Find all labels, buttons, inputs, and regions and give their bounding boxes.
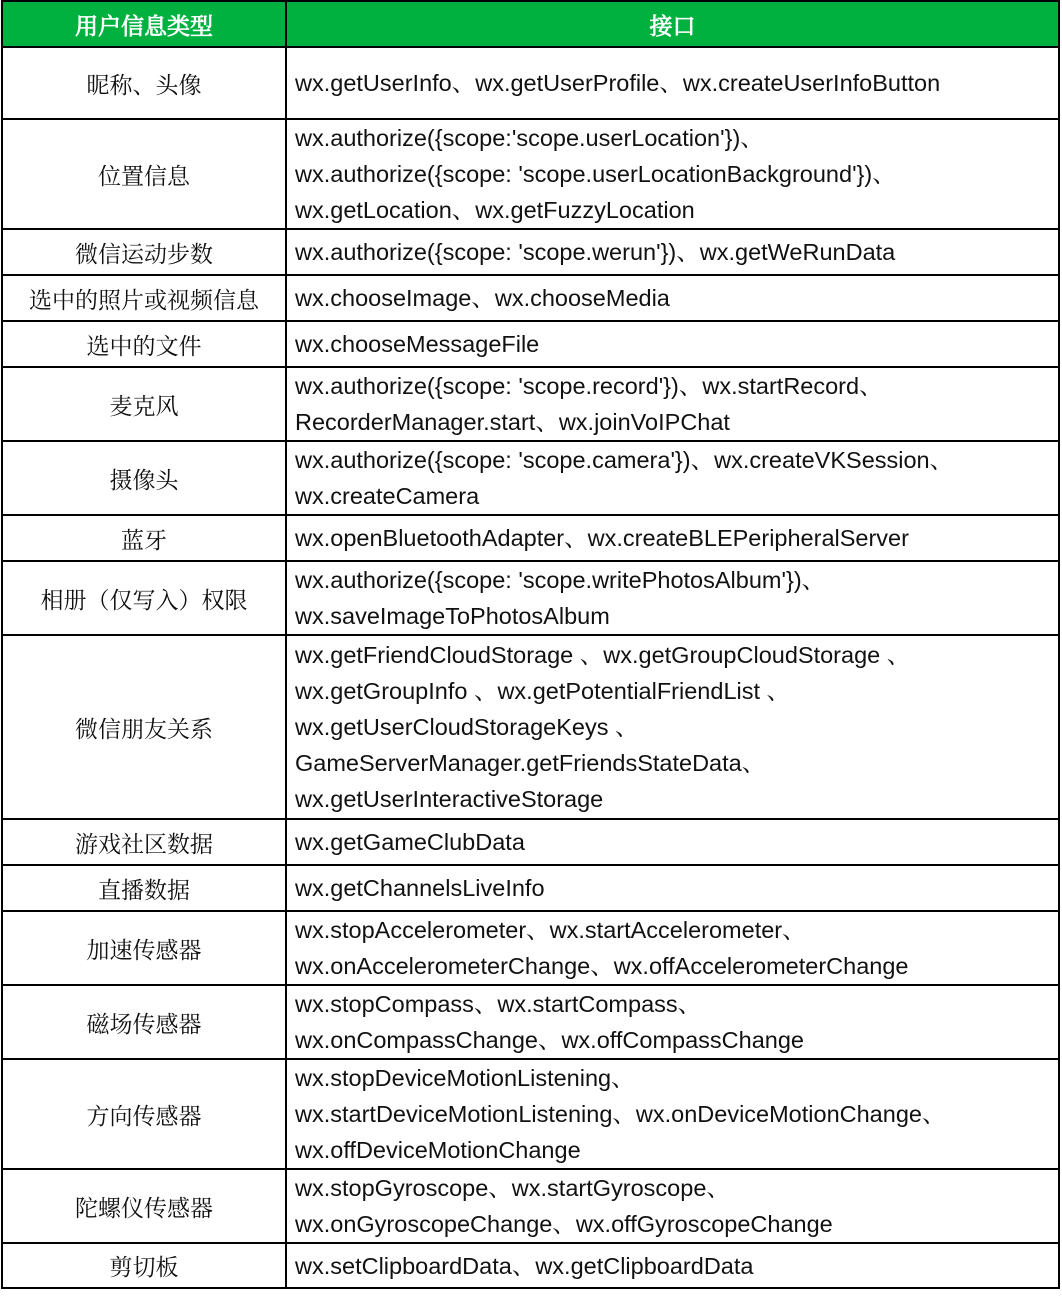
table-row bbox=[2, 515, 1059, 561]
user-info-type: 摄像头 bbox=[2, 441, 286, 515]
user-info-type: 昵称、头像 bbox=[2, 47, 286, 119]
api-list: wx.authorize({scope:'scope.userLocation'})、 wx.authorize({scope: 'scope.userLocationBackground'})、 wx.getLocation、wx.getFuzzyLocation bbox=[286, 119, 1059, 229]
api-list: wx.chooseImage、wx.chooseMedia bbox=[286, 275, 1059, 321]
table-row bbox=[2, 119, 1059, 229]
table-row bbox=[2, 865, 1059, 911]
table-row bbox=[2, 275, 1059, 321]
user-info-type: 蓝牙 bbox=[2, 515, 286, 561]
api-list: wx.authorize({scope: 'scope.werun'})、wx.getWeRunData bbox=[286, 229, 1059, 275]
table-row bbox=[2, 229, 1059, 275]
api-list: wx.stopDeviceMotionListening、 wx.startDeviceMotionListening、wx.onDeviceMotionChange、 wx.offDeviceMotionChange bbox=[286, 1059, 1059, 1169]
user-info-type: 磁场传感器 bbox=[2, 985, 286, 1059]
api-list: wx.getUserInfo、wx.getUserProfile、wx.createUserInfoButton bbox=[286, 47, 1059, 119]
user-info-type: 方向传感器 bbox=[2, 1059, 286, 1169]
table-header bbox=[2, 1, 1059, 47]
user-info-type: 相册（仅写入）权限 bbox=[2, 561, 286, 635]
api-list: wx.openBluetoothAdapter、wx.createBLEPeripheralServer bbox=[286, 515, 1059, 561]
table-row bbox=[2, 47, 1059, 119]
api-list: wx.getGameClubData bbox=[286, 819, 1059, 865]
api-list: wx.setClipboardData、wx.getClipboardData bbox=[286, 1243, 1059, 1288]
table-row bbox=[2, 321, 1059, 367]
api-list: wx.stopGyroscope、wx.startGyroscope、 wx.onGyroscopeChange、wx.offGyroscopeChange bbox=[286, 1169, 1059, 1243]
user-info-type: 直播数据 bbox=[2, 865, 286, 911]
table-row bbox=[2, 1243, 1059, 1288]
user-info-type: 位置信息 bbox=[2, 119, 286, 229]
api-list: wx.authorize({scope: 'scope.camera'})、wx.createVKSession、 wx.createCamera bbox=[286, 441, 1059, 515]
user-info-type: 选中的文件 bbox=[2, 321, 286, 367]
table-row bbox=[2, 819, 1059, 865]
api-list: wx.stopCompass、wx.startCompass、 wx.onCompassChange、wx.offCompassChange bbox=[286, 985, 1059, 1059]
api-list: wx.authorize({scope: 'scope.writePhotosAlbum'})、 wx.saveImageToPhotosAlbum bbox=[286, 561, 1059, 635]
header-type: 用户信息类型 bbox=[2, 1, 286, 47]
api-list: wx.stopAccelerometer、wx.startAccelerometer、 wx.onAccelerometerChange、wx.offAccelerometerChange bbox=[286, 911, 1059, 985]
table-row bbox=[2, 367, 1059, 441]
user-info-type: 微信朋友关系 bbox=[2, 635, 286, 819]
table-row bbox=[2, 985, 1059, 1059]
user-info-type: 选中的照片或视频信息 bbox=[2, 275, 286, 321]
table-row bbox=[2, 561, 1059, 635]
table-row bbox=[2, 635, 1059, 819]
user-info-type: 剪切板 bbox=[2, 1243, 286, 1288]
user-info-type: 微信运动步数 bbox=[2, 229, 286, 275]
table-row bbox=[2, 1059, 1059, 1169]
table-row bbox=[2, 911, 1059, 985]
api-list: wx.getChannelsLiveInfo bbox=[286, 865, 1059, 911]
api-list: wx.authorize({scope: 'scope.record'})、wx.startRecord、 RecorderManager.start、wx.joinVoIPChat bbox=[286, 367, 1059, 441]
table-row bbox=[2, 441, 1059, 515]
user-info-type: 加速传感器 bbox=[2, 911, 286, 985]
api-list: wx.getFriendCloudStorage 、wx.getGroupCloudStorage 、 wx.getGroupInfo 、wx.getPotentialFriendList 、 wx.getUserCloudStorageKeys 、 GameServerManager.getFriendsStateData、 wx.getUserInteractiveStorage bbox=[286, 635, 1059, 819]
api-list: wx.chooseMessageFile bbox=[286, 321, 1059, 367]
user-info-type: 麦克风 bbox=[2, 367, 286, 441]
header-api: 接口 bbox=[286, 1, 1059, 47]
user-info-type: 游戏社区数据 bbox=[2, 819, 286, 865]
permissions-table bbox=[1, 0, 1060, 1289]
table-row bbox=[2, 1169, 1059, 1243]
user-info-type: 陀螺仪传感器 bbox=[2, 1169, 286, 1243]
